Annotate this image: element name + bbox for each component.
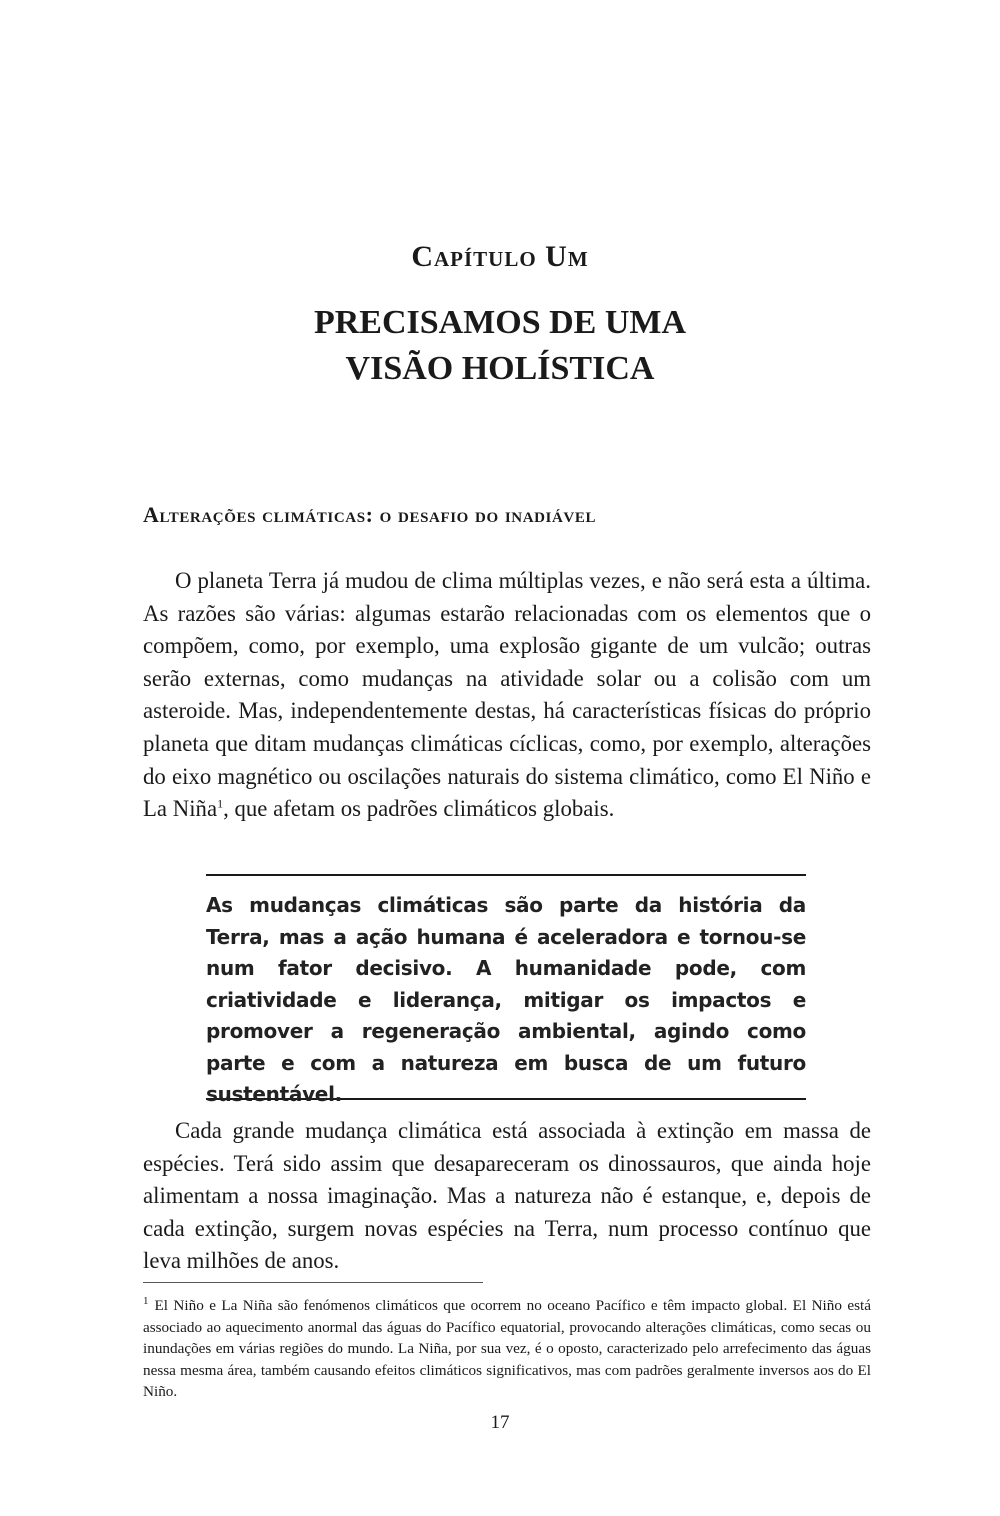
footnote-mark: 1 <box>143 1294 149 1307</box>
chapter-label: Capítulo Um <box>411 240 589 273</box>
body-paragraph-1 <box>143 565 871 826</box>
paragraph-1-text-end: , que afetam os padrões climáticos globais. <box>223 796 615 822</box>
page-number: 17 <box>490 1412 510 1433</box>
body-paragraph-2: Cada grande mudança climática está associada à extinção em massa de espécies. Terá sido assim que desapareceram os dinossauros, que ainda hoje alimentam a nossa imaginação. Mas a natureza não é estanque, e, depois de cada extinção, surgem novas espécies na Terra, num processo contínuo que leva milhões de anos. <box>143 1118 871 1274</box>
chapter-title-line-1: PRECISAMOS DE UMA <box>313 304 687 341</box>
pull-quote-text: As mudanças climáticas são parte da história da Terra, mas a ação humana é aceleradora e tornou-se num fator decisivo. A humanidade pode, com criatividade e liderança, mitigar os impactos e promover a regeneração ambiental, agindo como parte e com a natureza em busca de um futuro sustentável. <box>206 893 806 1106</box>
footnote-reference[interactable]: 1 <box>217 796 224 811</box>
footnote-text: El Niño e La Niña são fenómenos climáticos que ocorrem no oceano Pacífico e têm impacto global. El Niño está associado ao aquecimento anormal das águas do Pacífico equatorial, provocando alterações climáticas, como secas ou inundações em várias regiões do mundo. La Niña, por sua vez, é o oposto, caracterizado pelo arrefecimento das águas nessa mesma área, também causando efeitos climáticos significativos, mas com padrões geralmente inversos aos do El Niño. <box>143 1297 871 1401</box>
chapter-title-line-2: VISÃO HOLÍSTICA <box>345 350 655 387</box>
footnote <box>143 1295 871 1403</box>
section-heading: Alterações climáticas: o desafio do inadiável <box>143 502 597 527</box>
pull-quote <box>206 874 806 1106</box>
footnote-divider <box>143 1282 483 1283</box>
paragraph-1-text: O planeta Terra já mudou de clima múltiplas vezes, e não será esta a última. As razões são várias: algumas estarão relacionadas com os elementos que o compõem, como, por exemplo, uma explosão gigante de um vulcão; outras serão externas, como mudanças na atividade solar ou a colisão com um asteroide. Mas, independentemente destas, há características físicas do próprio planeta que ditam mudanças climáticas cíclicas, como, por exemplo, alterações do eixo magnético ou oscilações naturais do sistema climático, como El Niño e La Niña <box>143 568 871 822</box>
chapter-title <box>0 300 1000 392</box>
